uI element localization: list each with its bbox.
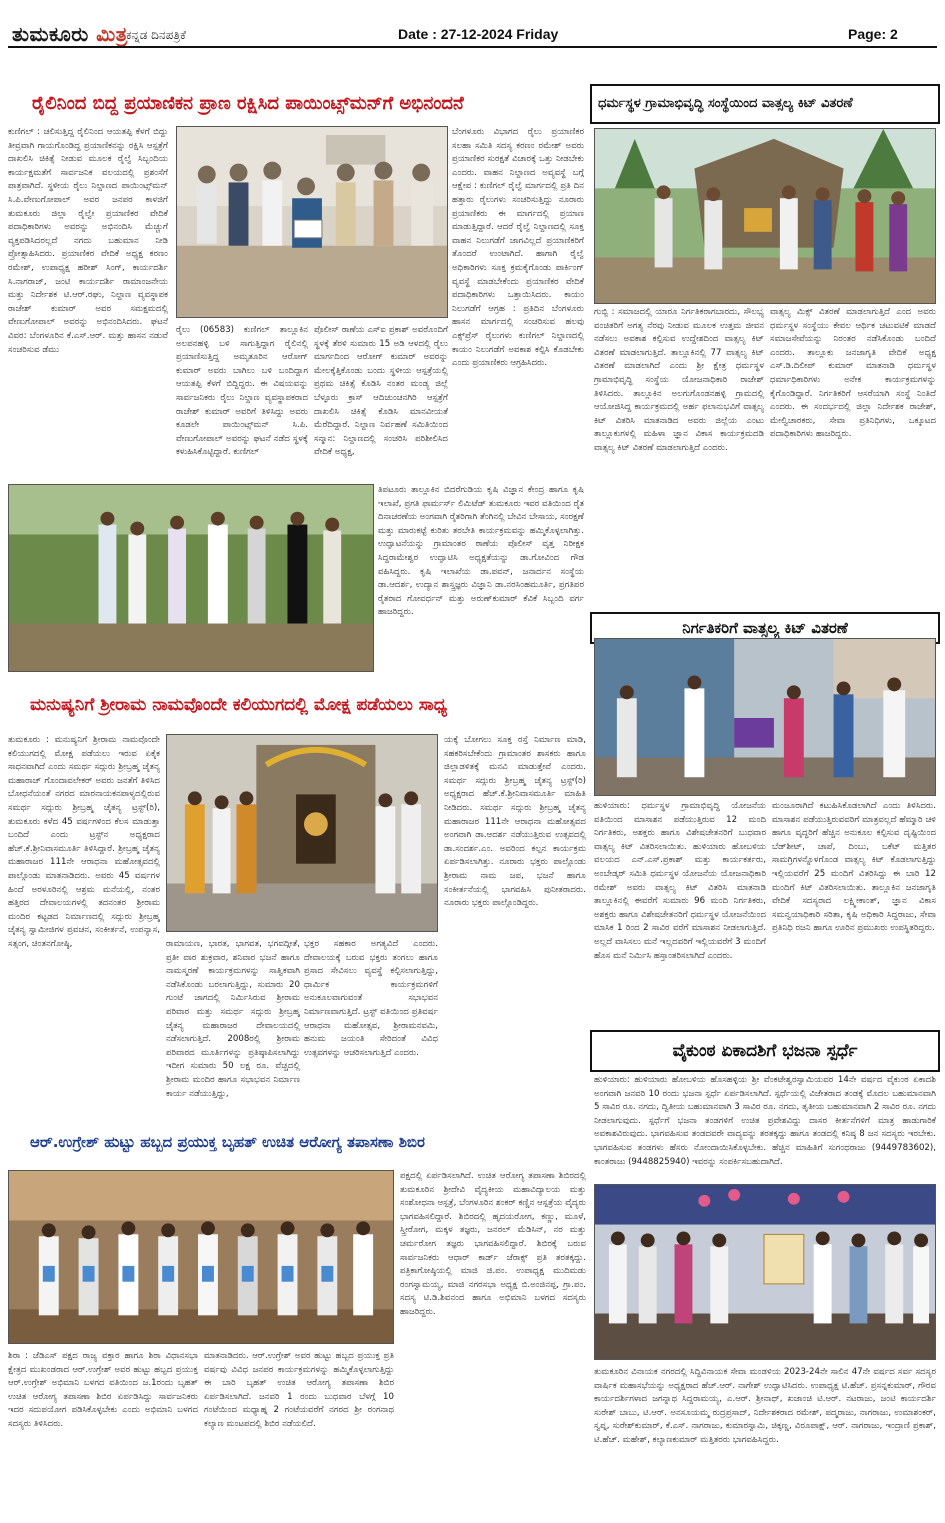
bhajane-headline: ವೈಕುಂಠ ಏಕಾದಶಿಗೆ ಭಜನಾ ಸ್ಪರ್ಧೆ [590,1030,940,1072]
shrirama-column-2: ರಾಮಾಯಣ, ಭಾರತ, ಭಾಗವತ, ಭಗವದ್ಗೀತೆ, ಪ್ರತೀ ವಾರ ಶುಕ್ರವಾರ, ಶನಿವಾರ ಭಜನೆ ಹಾಗೂ ನಾಮಸ್ಮರಣೆ ಕಾರ್ಯಕ್ರಮಗಳನ್ನು ಸಾತ್ವಿಕವಾಗಿ ನಡೆಸಿಕೊಂಡು ಬರಲಾಗುತ್ತಿದ್ದು, ಸುಮಾರು 20 ಗುಂಟೆ ಜಾಗದಲ್ಲಿ ನಿರ್ಮಿಸಿರುವ ಶ್ರೀರಾಮ ಪರಿವಾರ ಮತ್ತು ಸಮರ್ಥ ಸದ್ಗುರು ಶ್ರೀಬ್ರಹ್ಮ ಚೈತನ್ಯ ಮಹಾರಾಜರ ದೇವಾಲಯದಲ್ಲಿ ನಡೆಸಲಾಗುತ್ತಿದೆ. 2008ರಲ್ಲಿ ಶ್ರೀರಾಮ ಪರಿವಾರದ ಮೂರ್ತಿಗಳನ್ನು ಪ್ರತಿಷ್ಠಾಪಿಸಲಾಗಿದ್ದು ಇದೀಗ ಸುಮಾರು 50 ಲಕ್ಷ ರೂ. ವೆಚ್ಚದಲ್ಲಿ ಶ್ರೀರಾಮ ಮಂದಿರ ಹಾಗೂ ಸಭಾಭವನ ನಿರ್ಮಾಣ ಕಾರ್ಯ ನಡೆಯುತ್ತಿದ್ದು, [166,939,300,1099]
health-camp-photo [8,1170,394,1344]
dharmasthala-photo [594,128,936,304]
dharmasthala-column-2: ವಾತ್ಸಲ್ಯ ಮಿಕ್ಸ್ ವಿತರಣೆ ಮಾಡಲಾಗುತ್ತಿದೆ ಎಂದ ಅವರು ಧರ್ಮಸ್ಥಳ ಸಂಸ್ಥೆಯು ಕೇವಲ ಆರ್ಥಿಕ ಚಟುವಟಿಕೆ ಮಾಡದೆ ಸಮಾಜಸೇವೆಯನ್ನು ನಿರಂತರ ನಡೆಸಿಕೊಂಡು ಬಂದಿದೆ ಎಂದರು. ತಾಲ್ಲೂಕು ಜನಜಾಗೃತಿ ವೇದಿಕೆ ಅಧ್ಯಕ್ಷ ಎಸ್.ಡಿ.ದಿಲೀಪ್ ಕುಮಾರ್ ಮಾತನಾಡಿ ಧರ್ಮಸ್ಥಳ ಧರ್ಮಾಧಿಕಾರಿಗಳು ಅನೇಕ ಕಾರ್ಯಕ್ರಮಗಳನ್ನು ಕೈಗೊಂಡಿದ್ದಾರೆ. ನಿರ್ಗತಿಕರಿಗೆ ಆಸರೆಯಾಗಿ ಸಂಸ್ಥೆ ನಿಂತಿದೆ ಎಂದರು. ಈ ಸಂದರ್ಭದಲ್ಲಿ ಜಿಲ್ಲಾ ನಿರ್ದೇಶಕ ರಾಜೇಶ್, ಮೇಲ್ವಿಚಾರಕರು, ಸೇವಾ ಪ್ರತಿನಿಧಿಗಳು, ಒಕ್ಕೂಟದ ಪದಾಧಿಕಾರಿಗಳು ಹಾಜರಿದ್ದರು. [770,307,936,440]
shrirama-column-1: ತುಮಕೂರು : ಮನುಷ್ಯನಿಗೆ ಶ್ರೀರಾಮ ನಾಮವೊಂದೇ ಕಲಿಯುಗದಲ್ಲಿ ಮೋಕ್ಷ ಪಡೆಯಲು ಇರುವ ಏಕೈಕ ಸಾಧನವಾಗಿದೆ ಎಂದು ಸಮರ್ಥ ಸದ್ಗುರು ಶ್ರೀಬ್ರಹ್ಮ ಚೈತನ್ಯ ಮಹಾರಾಜ್ ಗೊಂದಾವಲೇಕರ್ ಅವರು ಜನತೆಗೆ ತಿಳಿಸಿದ ಬೋಧನೆಯಂತೆ ನಗರದ ಮಾರನಾಯಕನಪಾಳ್ಯದಲ್ಲಿರುವ ಸಮರ್ಥ ಸದ್ಗುರು ಶ್ರೀಬ್ರಹ್ಮ ಚೈತನ್ಯ ಟ್ರಸ್ಟ್(ರಿ), ತುಮಕೂರು ಕಳೆದ 45 ವರ್ಷಗಳಿಂದ ಕೆಲಸ ಮಾಡುತ್ತಾ ಬಂದಿದೆ ಎಂದು ಟ್ರಸ್ಟ್‌ನ ಅಧ್ಯಕ್ಷರಾದ ಹೆಚ್.ಕೆ.ಶ್ರೀನಿವಾಸಮೂರ್ತಿ ತಿಳಿಸಿದ್ದಾರೆ. ಶ್ರೀಬ್ರಹ್ಮ ಚೈತನ್ಯ ಮಹಾರಾಜರ 111ನೇ ಆರಾಧನಾ ಮಹೋತ್ಸವದಲ್ಲಿ ಪಾಲ್ಗೊಂಡು ಮಾತನಾಡಿದರು. ಅವರು 45 ವರ್ಷಗಳ ಹಿಂದೆ ಅರಳೂರಿನಲ್ಲಿ ಆಶ್ರಮ ಮನೆಯಲ್ಲಿ, ನಂತರ ಹತ್ತಿರದ ದೇವಾಲಯಗಳಲ್ಲಿ ತದನಂತರ ಶ್ರೀರಾಮ ಮಂದಿರ ಕಟ್ಟಡದ ನಿರ್ಮಾಣದಲ್ಲಿ ಸದ್ಗುರು ಶ್ರೀಬ್ರಹ್ಮ ಚೈತನ್ಯ ಸ್ವಾಮೀಜಿಗಳ ಪ್ರವಚನ, ಸಂಕೀರ್ತನೆ, ಉಪನ್ಯಾಸ, ಸತ್ಸಂಗ, ಚಿಂತನಗೋಷ್ಠಿ, [8,735,160,949]
health-camp-column-2: ಮಾತನಾಡಿದರು. ಆರ್.ಉಗ್ರೇಶ್ ಅವರ ಹುಟ್ಟು ಹಬ್ಬದ ಪ್ರಯುಕ್ತ ಪ್ರತಿ ವರ್ಷವು ವಿವಿಧ ಜನಪರ ಕಾರ್ಯಕ್ರಮಗಳನ್ನು ಹಮ್ಮಿಕೊಳ್ಳಲಾಗುತ್ತಿದ್ದು ಈ ಬಾರಿ ಬೃಹತ್ ಉಚಿತ ಆರೋಗ್ಯ ತಪಾಸಣಾ ಶಿಬಿರ ಏರ್ಪಡಿಸಲಾಗಿದೆ. ಜನವರಿ 1 ರಂದು ಬುಧವಾರ ಬೆಳಗ್ಗೆ 10 ಗಂಟೆಯಿಂದ ಮಧ್ಯಾಹ್ನ 2 ಗಂಟೆಯವರೆಗೆ ನಗರದ ಶ್ರೀ ರಂಗನಾಥ ಕಲ್ಯಾಣ ಮಂಟಪದಲ್ಲಿ ಶಿಬಿರ ನಡೆಯಲಿದೆ. [204,1351,394,1429]
temple-photo [166,734,438,932]
pointsman-photo [176,126,448,318]
pointsman-column-4: ಬೆಂಗಳೂರು ವಿಭಾಗದ ರೈಲು ಪ್ರಯಾಣಿಕರ ಸಲಹಾ ಸಮಿತಿ ಸದಸ್ಯ ಕರಣಂ ರಮೇಶ್ ಅವರು ಪ್ರಯಾಣಿಕರ ಸುರಕ್ಷತೆ ವಿಚಾರಕ್ಕೆ ಒತ್ತು ನೀಡಬೇಕು ಎಂದರು. ವಾಹನ ನಿಲ್ದಾಣದ ಅವ್ಯವಸ್ಥೆ ಬಗ್ಗೆ ಆಕ್ಷೇಪ : ಕುಣಿಗಲ್ ರೈಲ್ವೆ ಮಾರ್ಗದಲ್ಲಿ ಪ್ರತಿ ದಿನ ಹತ್ತಾರು ರೈಲುಗಳು ಸಂಚರಿಸುತ್ತಿದ್ದು ನೂರಾರು ಪ್ರಯಾಣಿಕರು ಈ ಮಾರ್ಗದಲ್ಲಿ ಪ್ರಯಾಣ ಮಾಡುತ್ತಿದ್ದಾರೆ. ಆದರೆ ರೈಲ್ವೆ ನಿಲ್ದಾಣದಲ್ಲಿ ಸೂಕ್ತ ವಾಹನ ನಿಲುಗಡೆಗೆ ಜಾಗವಿಲ್ಲದೆ ಪ್ರಯಾಣಿಕರಿಗೆ ತೊಂದರೆ ಉಂಟಾಗಿದೆ. ಹಾಗಾಗಿ ರೈಲ್ವೆ ಅಧಿಕಾರಿಗಳು ಸೂಕ್ತ ಕ್ರಮಕೈಗೊಂಡು ಪಾರ್ಕಿಂಗ್ ವ್ಯವಸ್ಥೆ ಮಾಡಬೇಕೆಂದು ಪ್ರಯಾಣಿಕರ ವೇದಿಕೆ ಪದಾಧಿಕಾರಿಗಳು ಒತ್ತಾಯಿಸಿದರು. ಕಾಯಂ ನಿಲುಗಡೆಗೆ ಆಗ್ರಹ : ಪ್ರತಿದಿನ ಬೆಂಗಳೂರು ಹಾಸನ ಮಾರ್ಗದಲ್ಲಿ ಸಂಚರಿಸುವ ಹಲವು ಎಕ್ಸ್‌ಪ್ರೆಸ್ ರೈಲುಗಳು ಕುಣಿಗಲ್ ನಿಲ್ದಾಣದಲ್ಲಿ ಕಾಯಂ ನಿಲುಗಡೆಗೆ ಅವಕಾಶ ಕಲ್ಪಿಸಿ ಕೊಡಬೇಕು ಎಂದು ಪ್ರಯಾಣಿಕರು ಆಗ್ರಹಿಸಿದರು. [452,127,584,369]
dharmasthala-headline: ಧರ್ಮಸ್ಥಳ ಗ್ರಾಮಾಭಿವೃದ್ಧಿ ಸಂಸ್ಥೆಯಿಂದ ವಾತ್ಸಲ್ಯ ಕಿಟ್ ವಿತರಣೆ [590,84,940,124]
newspaper-subtitle: ಕನ್ನಡ ದಿನಪತ್ರಿಕೆ [126,28,187,42]
nirgathikarige-column-1: ಹುಳಿಯಾರು: ಧರ್ಮಸ್ಥಳ ಗ್ರಾಮಾಭಿವೃದ್ಧಿ ಯೋಜನೆಯ ವತಿಯಿಂದ ಮಾಸಾಶನ ಪಡೆಯುತ್ತಿರುವ 12 ಮಂದಿ ನಿರ್ಗತಿಕರು, ಅಶಕ್ತರು ಹಾಗೂ ವಿಶೇಷಚೇತನರಿಗೆ ಬುಧವಾರ ವಾತ್ಸಲ್ಯ ಕಿಟ್ ವಿತರಿಸಲಾಯಿತು. ಹುಳಿಯಾರು ಹೋಬಳಿಯ ವಲಯದ ಎನ್.ಎಸ್.ಪ್ರಕಾಶ್ ಮತ್ತು ಕಾರ್ಯಕರ್ತರು, ಅಂಬೇಡ್ಕರ್ ಸಮಿತಿ ಧರ್ಮಸ್ಥಳ ಯೋಜನೆಯ ಯೋಜನಾಧಿಕಾರಿ ರಮೇಶ್ ಅವರು ವಾತ್ಸಲ್ಯ ಕಿಟ್ ವಿತರಿಸಿ ಮಾತನಾಡಿ ತಾಲ್ಲೂಕಿನಲ್ಲಿ ಈವರೆಗೆ ಸುಮಾರು 96 ಮಂದಿ ನಿರ್ಗತಿಕರು, ಅಶಕ್ತರು ಹಾಗೂ ವಿಶೇಷಚೇತನರಿಗೆ ಧರ್ಮಸ್ಥಳ ಯೋಜನೆಯಿಂದ ಮಾಸಿಕ 1 ರಿಂದ 2 ಸಾವಿರ ವರೆಗೆ ಮಾಸಾಶನ ನೀಡಲಾಗುತ್ತಿದೆ. ಅಲ್ಲದೆ ವಾಸಿಸಲು ಮನೆ ಇಲ್ಲದವರಿಗೆ ಇಲ್ಲಿಯವರೆಗೆ 3 ಮಂದಿಗೆ ಹೊಸ ಮನೆ ನಿರ್ಮಿಸಿ ಹಸ್ತಾಂತರಿಸಲಾಗಿದೆ ಎಂದರು. [594,801,766,961]
pointsman-column-3: ಪೊಲೀಸ್ ಠಾಣೆಯ ಎಸ್‌ಐ ಪ್ರಕಾಶ್ ಅವರೊಂದಿಗೆ ಸ್ಥಳಕ್ಕೆ ತೆರಳಿ ಸುಮಾರು 15 ಅಡಿ ಆಳದಲ್ಲಿ ರೈಲು ಮಾರ್ಗದಿಂದ ಆರೋಗ್ ಕುಮಾರ್ ಅವರನ್ನು ಮೇಲಕ್ಕೆತ್ತಿಕೊಂಡು ಬಂದು ಸ್ಥಳೀಯ ಆಸ್ಪತ್ರೆಯಲ್ಲಿ ಪ್ರಥಮ ಚಿಕಿತ್ಸೆ ಕೊಡಿಸಿ ನಂತರ ಮಂಡ್ಯ ಜಿಲ್ಲೆ ಬೆಳ್ಳೂರು ಕ್ರಾಸ್ ಆದಿಚುಂಚನಗಿರಿ ಆಸ್ಪತ್ರೆಗೆ ದಾಖಲಿಸಿ ಚಿಕಿತ್ಸೆ ಕೊಡಿಸಿ ಮಾನವೀಯತೆ ಮೆರೆದಿದ್ದಾರೆ. ನಿಲ್ದಾಣ ನಿರ್ವಹಣೆ ಸಮಿತಿಯಿಂದ ಸನ್ಮಾನ: ನಿಲ್ದಾಣದಲ್ಲಿ ಸಂಚರಿಸಿ ಪರಿಶೀಲಿಸಿದ ವೇದಿಕೆ ಅಧ್ಯಕ್ಷ, [314,325,448,458]
agri-training-caption: ತಿಪಟೂರು ತಾಲ್ಲೂಕಿನ ಬಿದರೆಗುಡಿಯ ಕೃಷಿ ವಿಜ್ಞಾನ ಕೇಂದ್ರ ಹಾಗೂ ಕೃಷಿ ಇಲಾಖೆ, ಪ್ರಗತಿ ಫಾರ್ಮರ್ಸ್ ಲಿಮಿಟೆಡ್ ತುಮಕೂರು ಇವರ ವತಿಯಿಂದ ರೈತ ದಿನಾಚರಣೆಯ ಅಂಗವಾಗಿ ರೈತರಿಗಾಗಿ ತೆಂಗಿನಲ್ಲಿ ಬೇವಿನ ಬೇಸಾಯ, ಸಂರಕ್ಷಣೆ ಮತ್ತು ಮಾರುಕಟ್ಟೆ ಕುರಿತು ತರಬೇತಿ ಕಾರ್ಯಕ್ರಮವನ್ನು ಹಮ್ಮಿಕೊಳ್ಳಲಾಗಿತ್ತು. ಉದ್ಘಾಟನೆಯನ್ನು ಗ್ರಾಮಾಂತರ ಠಾಣೆಯ ಪೊಲೀಸ್ ವೃತ್ತ ನಿರೀಕ್ಷಕ ಸಿದ್ದರಾಮೇಶ್ವರ ಉದ್ಘಾಟಿಸಿ ಅಧ್ಯಕ್ಷತೆಯನ್ನು ಡಾ.ಗೋವಿಂದ ಗೌಡ ವಹಿಸಿದ್ದರು. ಕೃಷಿ ಇಲಾಖೆಯ ಡಾ.ಪವನ್, ಜನಾರ್ದನ ಸಂಸ್ಥೆಯ ಡಾ.ಆದರ್ಶ, ಉದ್ಯಾನ ಶಾಸ್ತ್ರಜ್ಞರು ವಿಜ್ಞಾನಿ ಡಾ.ನರಸಿಂಹಮೂರ್ತಿ, ಪ್ರಗತಿಪರ ರೈತರಾದ ಗೋವರ್ಧನ್ ಮತ್ತು ಅರುಣ್‌ಕುಮಾರ್ ಕೆವಿಕೆ ಸಿಬ್ಬಂದಿ ವರ್ಗ ಹಾಜರಿದ್ದರು. [378,485,584,618]
issue-date: Date : 27-12-2024 Friday [398,26,559,42]
dharmasthala-column-1: ಗುಬ್ಬಿ : ಸಮಾಜದಲ್ಲಿ ಯಾರೂ ನಿರ್ಗತಿಕರಾಗಬಾರದು, ಸೌಲಭ್ಯ ವಂಚಿತರಿಗೆ ಅಗತ್ಯ ನೆರವು ನೀಡುವ ಮೂಲಕ ಉತ್ತಮ ಜೀವನ ನಡೆಸಲು ಅವಕಾಶ ಕಲ್ಪಿಸುವ ಉದ್ದೇಶದಿಂದ ವಾತ್ಸಲ್ಯ ಕಿಟ್ ವಿತರಣೆ ಮಾಡಲಾಗುತ್ತಿದೆ. ತಾಲ್ಲೂಕಿನಲ್ಲಿ 77 ವಾತ್ಸಲ್ಯ ಕಿಟ್ ವಿತರಣೆ ಮಾಡಲಾಗಿದೆ ಎಂದು ಶ್ರೀ ಕ್ಷೇತ್ರ ಧರ್ಮಸ್ಥಳ ಗ್ರಾಮಾಭಿವೃದ್ಧಿ ಸಂಸ್ಥೆಯ ಯೋಜನಾಧಿಕಾರಿ ರಾಜೇಶ್ ತಿಳಿಸಿದರು. ತಾಲ್ಲೂಕಿನ ಅಲಗುಗೊಂಡನಹಳ್ಳಿ ಗ್ರಾಮದಲ್ಲಿ ಆಯೋಜಿಸಿದ್ದ ಕಾರ್ಯಕ್ರಮದಲ್ಲಿ ಅರ್ಹ ಫಲಾನುಭವಿಗೆ ವಾತ್ಸಲ್ಯ ಕಿಟ್ ವಿತರಿಸಿ ಮಾತನಾಡಿದ ಅವರು ಜಿಲ್ಲೆಯ ಎಂಟು ತಾಲ್ಲೂಕುಗಳಲ್ಲಿ ಮಹಿಳಾ ಜ್ಞಾನ ವಿಕಾಸ ಕಾರ್ಯಕ್ರಮದಡಿ ವಾತ್ಸಲ್ಯ ಕಿಟ್ ವಿತರಣೆ ಮಾಡಲಾಗುತ್ತಿದೆ ಎಂದರು. [594,307,764,453]
pointsman-headline: ರೈಲಿನಿಂದ ಬಿದ್ದ ಪ್ರಯಾಣಿಕನ ಪ್ರಾಣ ರಕ್ಷಿಸಿದ ಪಾಯಿಂಟ್ಸ್‌ಮನ್‌ಗೆ ಅಭಿನಂದನೆ [32,93,464,114]
shrirama-column-4: ಯಕ್ಕೆ ಬೋಗಲು ಸೂಕ್ತ ರಸ್ತೆ ನಿರ್ಮಾಣ ಮಾಡಿ, ಸಹಕರಿಸಬೇಕೆಂದು ಗ್ರಾಮಾಂತರ ಶಾಸಕರು ಹಾಗೂ ಜಿಲ್ಲಾಡಳಿತಕ್ಕೆ ಮನವಿ ಮಾಡುತ್ತೇವೆ ಎಂದರು. ಸಮರ್ಥ ಸದ್ಗುರು ಶ್ರೀಬ್ರಹ್ಮ ಚೈತನ್ಯ ಟ್ರಸ್ಟ್(ರಿ) ಅಧ್ಯಕ್ಷರಾದ ಹೆಚ್.ಕೆ.ಶ್ರೀನಿವಾಸಮೂರ್ತಿ ಮಾಹಿತಿ ನೀಡಿದರು. ಸಮರ್ಥ ಸದ್ಗುರು ಶ್ರೀಬ್ರಹ್ಮ ಚೈತನ್ಯ ಮಹಾರಾಜರ 111ನೇ ಆರಾಧನಾ ಮಹೋತ್ಸವದ ಅಂಗವಾಗಿ ಡಾ.ಆದರ್ಶ ನಡೆಯುತ್ತಿರುವ ಉತ್ಸವದಲ್ಲಿ ಡಾ.ಸಂದರ್ಶ.ಎಂ. ಅವರಿಂದ ಕಲ್ಪನ ಕಾರ್ಯಕ್ರಮ ಏರ್ಪಡಿಸಲಾಗಿತ್ತು. ನೂರಾರು ಭಕ್ತರು ಪಾಲ್ಗೊಂಡು ಶ್ರೀರಾಮ ನಾಮ ಜಪ, ಭಜನೆ ಹಾಗೂ ಸಂಕೀರ್ತನೆಯಲ್ಲಿ ಭಾಗವಹಿಸಿ ಪುನೀತರಾದರು. ನೂರಾರು ಭಕ್ತರು ಪಾಲ್ಗೊಂಡಿದ್ದರು. [444,735,586,909]
masthead [0,0,945,84]
newspaper-logo: ತುಮಕೂರು ಮಿತ್ರ [12,22,128,46]
nirgathikarige-headline: ನಿರ್ಗತಿಕರಿಗೆ ವಾತ್ಸಲ್ಯ ಕಿಟ್ ವಿತರಣೆ [590,612,940,644]
pointsman-column-2: ರೈಲು (06583) ಕುಣಿಗಲ್ ತಾಲ್ಲೂಕಿನ ಅಲಪನಹಳ್ಳಿ ಬಳಿ ಸಾಗುತ್ತಿದ್ದಾಗ ರೈಲಿನಲ್ಲಿ ಪ್ರಯಾಣಿಸುತ್ತಿದ್ದ ಅಮೃತೂರಿನ ಆರೋಗ್ ಕುಮಾರ್ ಅವರು ಬಾಗಿಲು ಬಳಿ ಬಂದಿದ್ದಾಗ ಆಯತಪ್ಪಿ ಕೆಳಗೆ ಬಿದ್ದಿದ್ದರು. ಈ ವಿಷಯವನ್ನು ಸಾರ್ವಜನಿಕರು ರೈಲು ನಿಲ್ದಾಣ ವ್ಯವಸ್ಥಾಪಕರಾದ ರಾಜೇಶ್ ಕುಮಾರ್ ಅವರಿಗೆ ತಿಳಿಸಿದ್ದು ಅವರು ಕೂಡಲೇ ಪಾಯಿಂಟ್ಸ್‌ಮನ್ ಸಿ.ಪಿ. ವೇಣುಗೋಪಾಲ್ ಅವರನ್ನು ಘಟನೆ ನಡೆದ ಸ್ಥಳಕ್ಕೆ ಕಳುಹಿಸಿಕೊಟ್ಟಿದ್ದಾರೆ. ಕುಣಿಗಲ್ [176,325,308,458]
shrirama-headline: ಮನುಷ್ಯನಿಗೆ ಶ್ರೀರಾಮ ನಾಮವೊಂದೇ ಕಲಿಯುಗದಲ್ಲಿ ಮೋಕ್ಷ ಪಡೆಯಲು ಸಾಧ್ಯ [30,695,448,715]
health-camp-column-3: ಪಕ್ಷದಲ್ಲಿ ಏರ್ಪಡಿಸಲಾಗಿದೆ. ಉಚಿತ ಆರೋಗ್ಯ ತಪಾಸಣಾ ಶಿಬಿರದಲ್ಲಿ ತುಮಕೂರಿನ ಶ್ರೀದೇವಿ ವೈದ್ಯಕೀಯ ಮಹಾವಿದ್ಯಾಲಯ ಮತ್ತು ಸಂಶೋಧನಾ ಆಸ್ಪತ್ರೆ, ಬೆಂಗಳೂರಿನ ಶಂಕರ್ ಕಣ್ಣಿನ ಆಸ್ಪತ್ರೆಯ ವೈದ್ಯರು ಭಾಗವಹಿಸಲಿದ್ದಾರೆ. ಶಿಬಿರದಲ್ಲಿ ಹೃದಯರೋಗ, ಕಣ್ಣು, ಮೂಳೆ, ಸ್ತ್ರೀರೋಗ, ಮಕ್ಕಳ ತಜ್ಞರು, ಜನರಲ್ ಮೆಡಿಸಿನ್, ನರ ಮತ್ತು ಚರ್ಮರೋಗ ತಜ್ಞರು ಭಾಗವಹಿಸಲಿದ್ದಾರೆ. ಶಿಬಿರಕ್ಕೆ ಬರುವ ಸಾರ್ವಜನಿಕರು ಆಧಾರ್ ಕಾರ್ಡ್ ಜೆರಾಕ್ಸ್ ಪ್ರತಿ ತರತಕ್ಕದ್ದು. ಪತ್ರಿಕಾಗೋಷ್ಠಿಯಲ್ಲಿ ಮಾಜಿ ಜಿ.ಪಂ. ಉಪಾಧ್ಯಕ್ಷ ಮುದಿಮಡು ರಂಗಸ್ವಾಮಯ್ಯ, ಮಾಜಿ ನಗರಸಭಾ ಅಧ್ಯಕ್ಷ ಬಿ.ಅಂಜಿನಪ್ಪ, ಗ್ರಾ.ಪಂ. ಸದಸ್ಯ ಟಿ.ಡಿ.ಶಿವನಂದ ಹಾಗೂ ಅಭಿಮಾನಿ ಬಳಗದ ಸದಸ್ಯರು ಹಾಜರಿದ್ದರು. [400,1171,586,1317]
health-camp-headline: ಆರ್.ಉಗ್ರೇಶ್ ಹುಟ್ಟು ಹಬ್ಬದ ಪ್ರಯುಕ್ತ ಬೃಹತ್ ಉಚಿತ ಆರೋಗ್ಯ ತಪಾಸಣಾ ಶಿಬಿರ [30,1133,425,1151]
nirgathikarige-column-2: ಮಂಜೂರಾಗಿದೆ ಕಟುಹಿಸಿಕೊಡಲಾಗಿದೆ ಎಂದು ತಿಳಿಸಿದರು. ಮಾಸಾಶನ ಪಡೆಯುತ್ತಿರುವವರಿಗೆ ಮಾತ್ರವಲ್ಲದೆ ಹೆಮ್ಮಾರಿ ಚಳಿ ಹಾಗೂ ವೃದ್ಧರಿಗೆ ಹೆಚ್ಚಿನ ಅನುಕೂಲ ಕಲ್ಪಿಸುವ ದೃಷ್ಟಿಯಿಂದ ಬೆಡ್‌ಶೀಟ್, ಚಾಪೆ, ದಿಂಬು, ಬಕೆಟ್ ಮತ್ತಿತರ ಸಾಮಗ್ರಿಗಳನ್ನೊಳಗೊಂಡ ವಾತ್ಸಲ್ಯ ಕಿಟ್ ಕೊಡಲಾಗುತ್ತಿದ್ದು ಇಲ್ಲಿಯವರೆಗೆ 25 ಮಂದಿಗೆ ವಿತರಿಸಿದ್ದು ಈ ಬಾರಿ 12 ಮಂದಿಗೆ ಕಿಟ್ ವಿತರಿಸಲಾಯಿತು. ತಾಲ್ಲೂಕಿನ ಜನಜಾಗೃತಿ ವೇದಿಕೆ ಸದಸ್ಯರಾದ ಲಕ್ಷ್ಮೀಕಾಂತ್, ಜ್ಞಾನ ವಿಕಾಸ ಸಮನ್ವಯಾಧಿಕಾರಿ ಸರಿತಾ, ಕೃಷಿ ಅಧಿಕಾರಿ ಸಿದ್ದರಾಜು, ಸೇವಾ ಪ್ರತಿನಿಧಿ ರಜನಿ ಹಾಗೂ ಊರಿನ ಪ್ರಮುಖರು ಉಪಸ್ಥಿತರಿದ್ದರು. [772,801,936,934]
bhajane-body: ಹುಳಿಯಾರು: ಹುಳಿಯಾರು ಹೋಬಳಿಯ ಹೊಸಹಳ್ಳಿಯ ಶ್ರೀ ವೆಂಕಟೇಶ್ವರಸ್ವಾಮಿಯವರ 14ನೇ ವರ್ಷದ ವೈಕುಂಠ ಏಕಾದಶಿ ಅಂಗವಾಗಿ ಜನವರಿ 10 ರಂದು ಭಜನಾ ಸ್ಪರ್ಧೆ ಏರ್ಪಡಿಸಲಾಗಿದೆ. ಸ್ಪರ್ಧೆಯಲ್ಲಿ ವಿಜೇತರಾದ ತಂಡಕ್ಕೆ ಮೊದಲ ಬಹುಮಾನವಾಗಿ 5 ಸಾವಿರ ರೂ. ನಗದು, ದ್ವಿತೀಯ ಬಹುಮಾನವಾಗಿ 3 ಸಾವಿರ ರೂ. ನಗದು, ತೃತೀಯ ಬಹುಮಾನವಾಗಿ 2 ಸಾವಿರ ರೂ. ನಗದು ನೀಡಲಾಗುವುದು. ಸ್ಪರ್ಧೆಗೆ ಭಜನಾ ತಂಡಗಳಿಗೆ ಉಚಿತ ಪ್ರವೇಶವಿದ್ದು ದಾಸರ ಕೀರ್ತನೆಗಳಿಗೆ ಮಾತ್ರ ಹಾಡುಗಾರಿಕೆ ಅವಕಾಶವಿರುವುದು. ಭಾಗವಹಿಸುವ ತಂಡದವರೇ ವಾದ್ಯವನ್ನು ತರತಕ್ಕದ್ದು ಹಾಗೂ ತಂಡದಲ್ಲಿ ಕನಿಷ್ಠ 8 ಜನ ಸದಸ್ಯರು ಇರಬೇಕು. ಭಾಗವಹಿಸುವ ತಂಡಗಳು ಹೆಸರು ನೋಂದಾಯಿಸಿಕೊಳ್ಳಬೇಕು. ಹೆಚ್ಚಿನ ಮಾಹಿತಿಗೆ ಸುಗಂಧರಾಜು (9449783602), ಕಾಂತರಾಜು (9448825940) ಇವರನ್ನು ಸಂಪರ್ಕಿಸಬಹುದಾಗಿದೆ. [594,1075,936,1167]
vinayaka-meeting-photo [594,1184,936,1360]
vinayaka-meeting-caption: ತುಮಕೂರಿನ ವಿನಾಯಕ ನಗರದಲ್ಲಿ ಸಿದ್ದಿವಿನಾಯಕ ಸೇವಾ ಮಂಡಳಿಯ 2023-24ನೇ ಸಾಲಿನ 47ನೇ ವರ್ಷದ ಸರ್ವ ಸದಸ್ಯರ ವಾರ್ಷಿಕ ಮಹಾಸಭೆಯನ್ನು ಅಧ್ಯಕ್ಷರಾದ ಹೆಚ್.ಆರ್. ನಾಗೇಶ್ ಉದ್ಘಾಟಿಸಿದರು. ಉಪಾಧ್ಯಕ್ಷ ಟಿ.ಹೆಚ್. ಪ್ರಸನ್ನಕುಮಾರ್, ಗೌರವ ಕಾರ್ಯದರ್ಶಿಗಳಾದ ಜಗನ್ನಾಥ ಸಿದ್ದರಾಮಯ್ಯ, ಎ.ಆರ್. ಶ್ರೀನಾಥ್, ಖಜಾಂಚಿ ಟಿ.ಆರ್. ನಟರಾಜು, ಜಂಟಿ ಕಾರ್ಯದರ್ಶಿ ಸುರೇಶ್ ಬಾಬು, ಟಿ.ಆರ್. ಅನಸೂಯಮ್ಮ ರುದ್ರಪ್ರಸಾದ್, ನಿರ್ದೇಶಕರಾದ ರಮೇಶ್, ಪದ್ಮರಾಜು, ನಾಗರಾಜು, ಉಮಾಶಂಕರ್, ಸ್ವಪ್ನ, ಸುರೇಶ್‌ಕುಮಾರ್, ಕೆ.ಎಸ್. ನಾಗರಾಜು, ಕುಮಾರಸ್ವಾಮಿ, ಚಿಕ್ಕಣ್ಣ, ವಿರೂಪಾಕ್ಷ್, ಆರ್. ನಾಗರಾಜು, ಇಂದ್ರಾಣಿ ಪ್ರಕಾಶ್, ಟಿ.ಹೆಚ್. ಮಹೇಶ್, ಕಲ್ಯಾಣಕುಮಾರ್ ಮತ್ತಿತರರು ಭಾಗವಹಿಸಿದ್ದರು. [594,1367,936,1445]
page-number: Page: 2 [848,26,898,42]
health-camp-column-1: ಶಿರಾ : ಜೆಡಿಎಸ್ ಪಕ್ಷದ ರಾಜ್ಯ ವಕ್ತಾರ ಹಾಗೂ ಶಿರಾ ವಿಧಾನಸಭಾ ಕ್ಷೇತ್ರದ ಮುಖಂಡರಾದ ಆರ್.ಉಗ್ರೇಶ್ ಅವರ ಹುಟ್ಟು ಹಬ್ಬದ ಪ್ರಯುಕ್ತ ಆರ್.ಉಗ್ರೇಶ್ ಅಭಿಮಾನಿ ಬಳಗದ ವತಿಯಿಂದ ಜ.1ರಂದು ಬೃಹತ್ ಉಚಿತ ಆರೋಗ್ಯ ತಪಾಸಣಾ ಶಿಬಿರ ಏರ್ಪಡಿಸಿದ್ದು ಸಾರ್ವಜನಿಕರು ಇದರ ಸದುಪಯೋಗ ಪಡಿಸಿಕೊಳ್ಳಬೇಕು ಎಂದು ಅಭಿಮಾನಿ ಬಳಗದ ಸದಸ್ಯರು ತಿಳಿಸಿದರು. [8,1351,198,1429]
kit-distribution-photo [594,638,936,796]
shrirama-column-3: ಭಕ್ತರ ಸಹಕಾರ ಅಗತ್ಯವಿದೆ ಎಂದರು. ದೇವಾಲಯಕ್ಕೆ ಬರುವ ಭಕ್ತರು ತಂಗಲು ಹಾಗೂ ಪ್ರಸಾದ ಸೇವಿಸಲು ವ್ಯವಸ್ಥೆ ಕಲ್ಪಿಸಲಾಗುತ್ತಿದ್ದು, ಧಾರ್ಮಿಕ ಕಾರ್ಯಕ್ರಮಗಳಿಗೆ ಅನುಕೂಲವಾಗುವಂತೆ ಸಭಾಭವನ ನಿರ್ಮಾಣವಾಗುತ್ತಿದೆ. ಟ್ರಸ್ಟ್ ವತಿಯಿಂದ ಪ್ರತಿವರ್ಷ ಆರಾಧನಾ ಮಹೋತ್ಸವ, ಶ್ರೀರಾಮನವಮಿ, ಹನುಮ ಜಯಂತಿ ಸೇರಿದಂತೆ ವಿವಿಧ ಉತ್ಸವಗಳನ್ನು ಆಚರಿಸಲಾಗುತ್ತಿದೆ ಎಂದರು. [304,939,438,1058]
masthead-rule [8,46,937,48]
pointsman-column-1: ಕುಣಿಗಲ್ : ಚಲಿಸುತ್ತಿದ್ದ ರೈಲಿನಿಂದ ಆಯತಪ್ಪಿ ಕೆಳಗೆ ಬಿದ್ದು ತೀವ್ರವಾಗಿ ಗಾಯಗೊಂಡಿದ್ದ ಪ್ರಯಾಣಿಕನನ್ನು ರಕ್ಷಿಸಿ ಆಸ್ಪತ್ರೆಗೆ ದಾಖಲಿಸಿ ಚಿಕಿತ್ಸೆ ನೀಡುವ ಮೂಲಕ ರೈಲ್ವೆ ಸಿಬ್ಬಂದಿಯ ಕಾರ್ಯಕ್ಷಮತೆಗೆ ಸಾರ್ವಜನಿಕ ವಲಯದಲ್ಲಿ ಪ್ರಶಂಸೆಗೆ ಪಾತ್ರವಾಗಿದೆ. ಸ್ಥಳೀಯ ರೈಲು ನಿಲ್ದಾಣದ ಪಾಯಿಂಟ್ಸ್‌ಮನ್ ಸಿ.ಪಿ.ವೇಣುಗೋಪಾಲ್ ಅವರ ಜನಪರ ಕಾಳಜಿಗೆ ತುಮಕೂರು ಜಿಲ್ಲಾ ರೈಲ್ವೇ ಪ್ರಯಾಣಿಕರ ವೇದಿಕೆ ಪದಾಧಿಕಾರಿಗಳು ಅವರನ್ನು ಅಭಿನಂದಿಸಿ ಮೆಚ್ಚುಗೆ ವ್ಯಕ್ತಪಡಿಸಿದರಲ್ಲದೆ ನಗದು ಬಹುಮಾನ ನೀಡಿ ಪ್ರೋತ್ಸಾಹಿಸಿದರು. ಪ್ರಯಾಣಿಕರ ವೇದಿಕೆ ಅಧ್ಯಕ್ಷ ಕರಣಂ ರಮೇಶ್, ಉಪಾಧ್ಯಕ್ಷ ಹರೀಶ್ ಸಿಂಗ್, ಕಾರ್ಯದರ್ಶಿ ಸಿ.ನಾಗರಾಜ್, ಜಂಟಿ ಕಾರ್ಯದರ್ಶಿ ರಾಮಾಂಜನೇಯ ಮತ್ತು ನಿರ್ದೇಶಕ ಟಿ.ಆರ್.ರಘು, ನಿಲ್ದಾಣ ವ್ಯವಸ್ಥಾಪಕ ರಾಜೇಶ್ ಕುಮಾರ್ ಅವರ ಸಮಕ್ಷಮದಲ್ಲಿ ವೇಣುಗೋಪಾಲ್ ಅವರನ್ನು ಅಭಿನಂದಿಸಿದರು. ಘಟನೆ ವಿವರ: ಬೆಂಗಳೂರಿನ ಕೆ.ಎಸ್.ಆರ್. ಮತ್ತು ಹಾಸನ ನಡುವೆ ಸಂಚರಿಸುವ ಡೆಮು [8,127,168,355]
agri-training-photo [8,484,374,672]
